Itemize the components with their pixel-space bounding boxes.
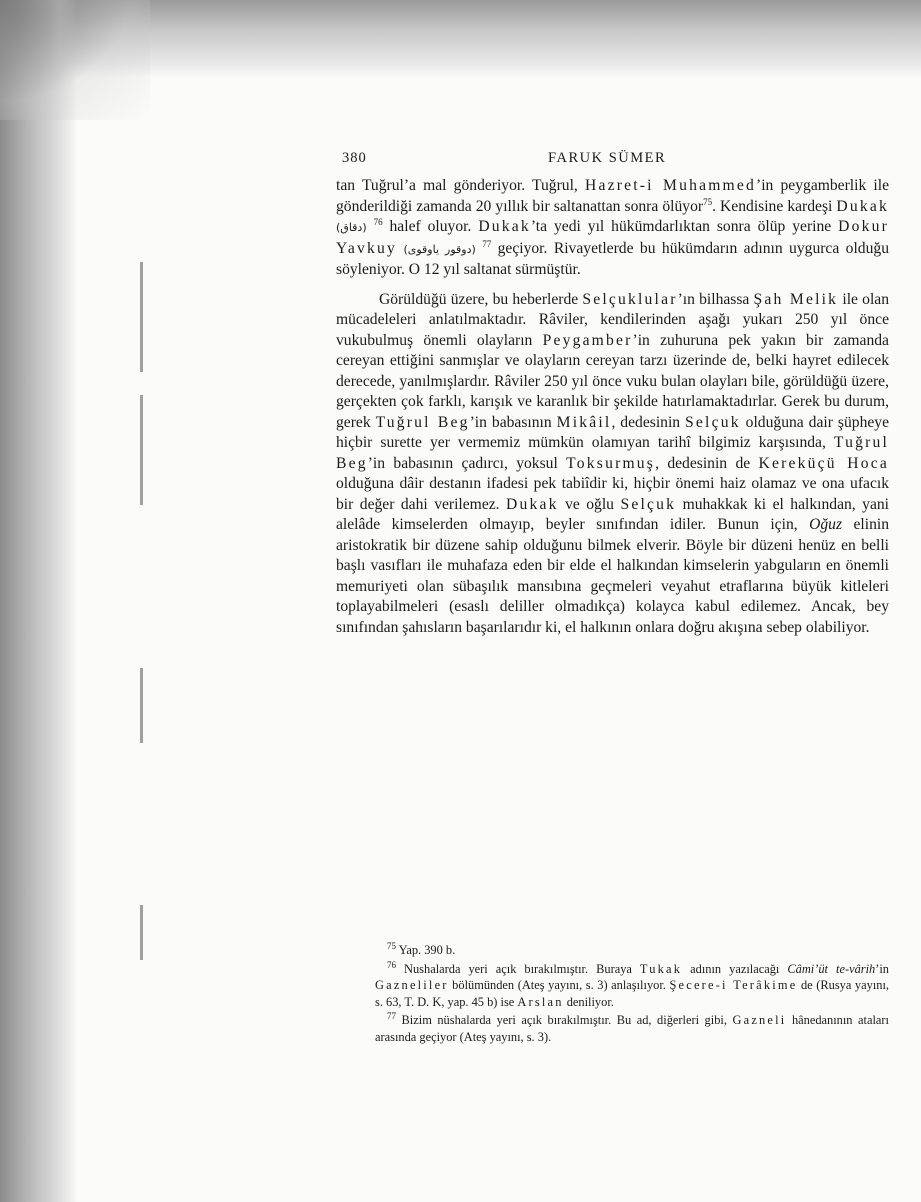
footnote-77: $^{77}$ Bizim nüshalarda yeri açık bırakılmıştır. Bu ad, diğerleri gibi, Gazneli hânedanının ataları arasında geçiyor (Ateş yayını, s. 3). [375, 1010, 889, 1044]
footnotes [375, 942, 889, 1047]
binding-mark [140, 262, 143, 372]
footnote-ref-76[interactable]: 76 [373, 216, 383, 227]
paragraph-1: tan Tuğrul’a mal gönderiyor. Tuğrul, Hazret-i Muhammed’in peygamberlik ile gönderildiği zamanda 20 yıllık bir saltanattan sonra ölüyor$^{75}$. Kendisine kardeşi Dukak (دقاق) $^{76}$ halef oluyor. Dukak’ta yedi yıl hükümdarlıktan sonra ölüp yerine Dokur Yavkuy (دوقور یاوقوی) $^{77}$ geçiyor. Rivayetlerde bu hükümdarın adının uygurca olduğu söyleniyor. O 12 yıl saltanat sürmüştür. [336, 177, 890, 278]
footnote-76: $^{76}$ Nushalarda yeri açık bırakılmıştır. Buraya Tukak adının yazılacağı Câmi’üt te-vârih’in Gazneliler bölümünden (Ateş yayını, s. 3) anlaşılıyor. Şecere-i Terâkime de (Rusya yayını, s. 63, T. D. K, yap. 45 b) ise Arslan deniliyor. [375, 959, 889, 1009]
paragraph-2: Görüldüğü üzere, bu heberlerde Selçuklular’ın bilhassa Şah Melik ile olan mücadeleleri anlatılmaktadır. Râviler, kendilerinden aşağı yukarı 250 yıl önce vukubulmuş önemli olayların Peygamber’in zuhuruna pek yakın bir zamanda cereyan ettiğini sanmışlar ve olayların cereyan tarzı üzerinde de, belki hayret edilecek derecede, yanılmışlardır. Râviler 250 yıl önce vuku bulan olayları bile, görüldüğü üzere, gerçekten çok farklı, karışık ve karanlık bir şekilde hatırlamaktadırlar. Gerek bu durum, gerek Tuğrul Beg’in babasının Mikâil, dedesinin Selçuk olduğuna dair şüpheye hiçbir surette yer vermemiz mümkün olamıyan tarihî bilgimiz karşısında, Tuğrul Beg’in babasının çadırcı, yoksul Toksurmuş, dedesinin de Kereküçü Hoca olduğuna dâir destanın ifadesi pek tabiîdir ki, hiçbir önemi haiz olamaz ve ona ufacık bir değer dahi verilemez. Dukak ve oğlu Selçuk muhakkak ki el halkından, yani alelâde kimselerden olmayıp, beyler sınıfından idiler. Bunun için, Oğuz elinin aristokratik bir düzene sahip olduğunu bilmek elverir. Böyle bir düzeni henüz en belli başlı vasıfları ile muhafaza eden bir elde el halkından kimselerin yabguların en önemli memuriyeti olan sübaşılık mansıbına geçmeleri veyahut etraflarına büyük kitleleri toplayabilmeleri (esaslı deliller olmadıkça) kolayca kabul edilemez. Ancak, bey sınıfından şahısların başarılarıdır ki, el halkının onlara doğru akışına sebep olabiliyor. [336, 290, 890, 636]
scan-shadow-corner [0, 0, 150, 120]
page-number: 380 [342, 150, 367, 166]
footnote-75: $^{75}$ Yap. 390 b. [387, 940, 456, 957]
footnote-ref-75[interactable]: 75 [703, 196, 713, 207]
binding-mark [140, 395, 143, 505]
binding-mark [140, 905, 143, 960]
book-page [336, 150, 889, 638]
binding-mark [140, 668, 143, 743]
running-title: FARUK SÜMER [548, 150, 667, 166]
scan-shadow-left [0, 0, 78, 1202]
running-head [336, 150, 889, 176]
footnote-ref-77[interactable]: 77 [482, 238, 492, 249]
